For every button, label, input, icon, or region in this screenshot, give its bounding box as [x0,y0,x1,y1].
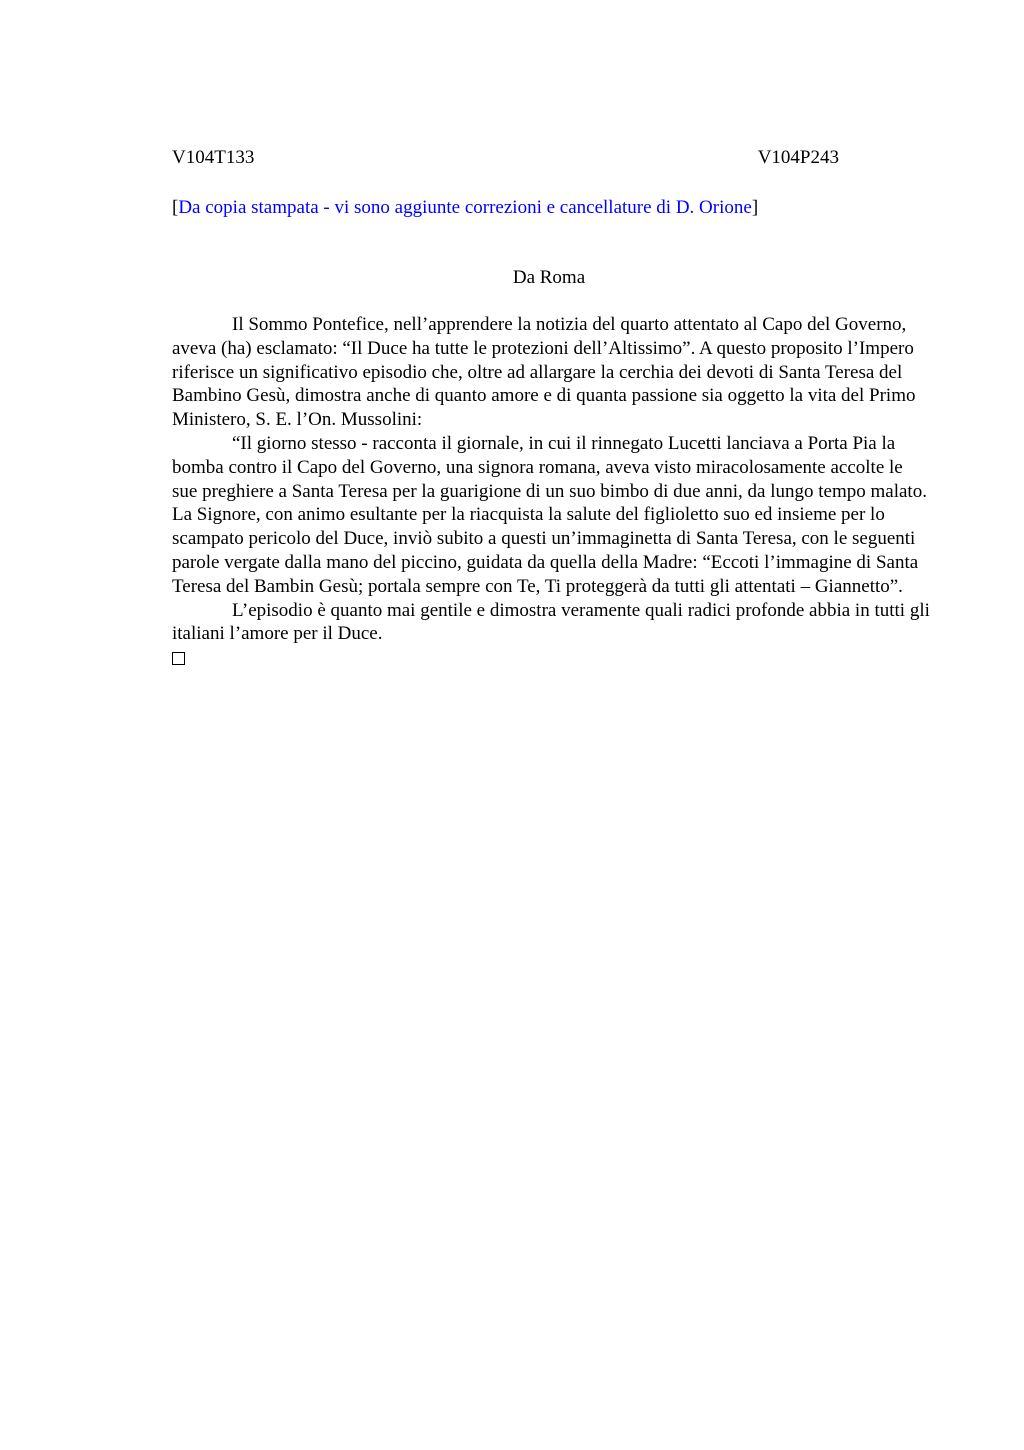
paragraph: “Il giorno stesso - racconta il giornale, in cui il rinnegato Lucetti lanciava a Porta Pia la bomba contro il Capo del Governo, una signora romana, aveva visto miracolosamente accolte le sue preghiere a Santa Teresa per la guarigione di un suo bimbo di due anni, da lungo tempo malato. La Signore, con animo esultante per la riacquista la salute del figlioletto suo ed insieme per lo scampato pericolo del Duce, inviò subito a questi un’immaginetta di Santa Teresa, con le seguenti parole vergate dalla mano del piccino, guidata da quella della Madre: “Eccoti l’immagine di Santa Teresa del Bambin Gesù; portala sempre con Te, Ti proteggerà da tutti gli attentati – Giannetto”. [172,432,927,597]
note-close-bracket: ] [751,197,759,218]
volume-page-code: V104P243 [757,147,839,168]
document-body [172,313,930,665]
source-note [172,196,930,220]
note-text: Da copia stampata - vi sono aggiunte correzioni e cancellature di D. Orione [178,197,752,218]
volume-text-code: V104T133 [172,147,255,168]
document-page [172,146,930,665]
paragraph: Il Sommo Pontefice, nell’apprendere la notizia del quarto attentato al Capo del Governo, aveva (ha) esclamato: “Il Duce ha tutte le protezioni dell’Altissimo”. A questo proposito l’Impero riferisce un significativo episodio che, oltre ad allargare la cerchia dei devoti di Santa Teresa del Bambino Gesù, dimostra anche di quanto amore e di quanta passione sia oggetto la vita del Primo Ministero, S. E. l’On. Mussolini: [172,314,916,431]
document-codes [172,146,839,170]
document-title: Da Roma [512,267,586,288]
end-of-document-box-icon [172,652,185,665]
paragraph: L’episodio è quanto mai gentile e dimostra veramente quali radici profonde abbia in tutti gli italiani l’amore per il Duce. [172,599,930,645]
note-open-bracket: [ [172,197,179,218]
